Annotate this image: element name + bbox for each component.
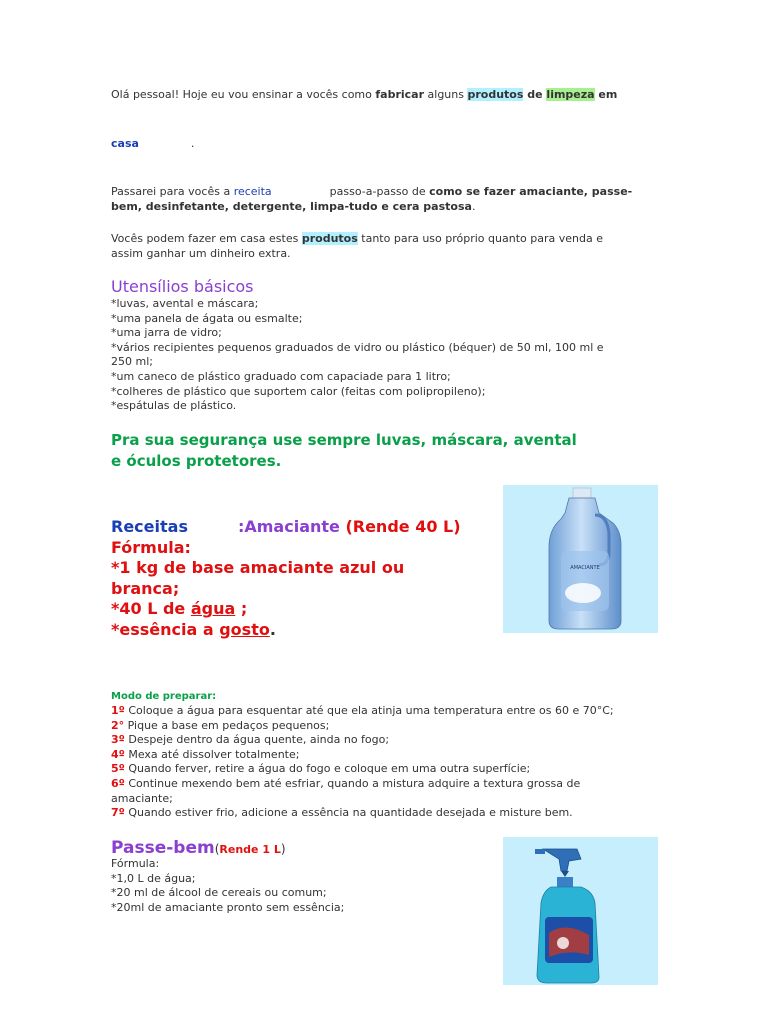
keyword-fabricar: fabricar (375, 88, 425, 101)
keyword-limpeza-link[interactable]: limpeza (546, 88, 595, 101)
step-text: amaciante; (111, 791, 173, 805)
formula-text: *essência a (111, 619, 220, 639)
list-item: *1,0 L de água; (111, 871, 196, 885)
list-item: *uma jarra de vidro; (111, 326, 222, 340)
intro-dot: . (190, 137, 195, 150)
formula-line: branca; (111, 578, 180, 598)
section-title-utensilios: Utensílios básicos (111, 277, 254, 296)
p2-end: . (471, 200, 476, 213)
amaciante-bottle-image (503, 485, 658, 633)
step-number: 7º (111, 806, 125, 820)
utensilios-list (111, 297, 604, 414)
list-item: 250 ml; (111, 355, 153, 369)
list-item: *20ml de amaciante pronto sem essência; (111, 900, 345, 914)
p2-bold: bem, desinfetante, detergente, limpa-tudo e cera pastosa (111, 200, 472, 213)
recipe-yield: Rende 1 L (219, 843, 281, 856)
modo-preparar-title: Modo de preparar: (111, 691, 217, 702)
formula-label: Fórmula: (111, 537, 191, 557)
intro-text: em (594, 88, 618, 101)
list-item: *um caneco de plástico graduado com capaciade para 1 litro; (111, 369, 451, 383)
step-text: Continue mexendo bem até esfriar, quando a mistura adquire a textura grossa de (124, 776, 581, 790)
safety-warning (111, 430, 577, 472)
bottle-label: AMACIANTE (570, 565, 600, 571)
link-receitas[interactable]: Receitas (111, 517, 188, 536)
paren: ) (280, 842, 286, 856)
intro-line-2 (111, 136, 194, 151)
bottle-icon (503, 485, 658, 633)
list-item: *luvas, avental e máscara; (111, 297, 259, 310)
paren: ( (214, 842, 220, 856)
list-item: *colheres de plástico que suportem calor (feitas com polipropileno); (111, 384, 486, 398)
formula-label: Fórmula: (111, 857, 160, 870)
p2-bold: como se fazer amaciante, passe- (429, 185, 633, 198)
intro-line (111, 87, 617, 102)
paragraph-receita (111, 184, 671, 214)
intro-text: alguns (424, 88, 468, 101)
intro-text: Olá pessoal! Hoje eu vou ensinar a vocês como (111, 88, 376, 101)
safety-line: e óculos protetores. (111, 452, 282, 470)
step-text: Quando estiver frio, adicione a essência na quantidade desejada e misture bem. (124, 806, 573, 820)
p3-text: assim ganhar um dinheiro extra. (111, 247, 291, 260)
keyword-produtos-link[interactable]: produtos (467, 88, 524, 101)
recipe-amaciante (111, 517, 461, 640)
recipe-yield: (Rende 40 L) (339, 517, 461, 536)
step-number: 1º (111, 704, 125, 717)
paragraph-vocês (111, 231, 671, 261)
p2-text: Passarei para vocês a (111, 185, 234, 198)
formula-line: *1 kg de base amaciante azul ou (111, 558, 405, 577)
step-text: Pique a base em pedaços pequenos; (124, 718, 330, 732)
step-number: 6º (111, 776, 125, 790)
p3-text: tanto para uso próprio quanto para venda e (357, 232, 603, 245)
formula-text: . (269, 619, 276, 639)
modo-preparar-steps (111, 704, 614, 821)
intro-text: de (523, 88, 547, 101)
step-number: 3º (111, 733, 125, 747)
formula-text: ; (235, 599, 248, 618)
formula-text: *40 L de (111, 599, 191, 618)
step-number: 2° (111, 718, 125, 732)
recipe-title: Passe-bem (111, 838, 215, 858)
recipe-title: :Amaciante (237, 517, 340, 536)
list-item: *20 ml de álcool de cereais ou comum; (111, 886, 327, 900)
safety-line: Pra sua segurança use sempre luvas, máscara, avental (111, 431, 577, 449)
p2-text: passo-a-passo de (329, 185, 430, 198)
recipe-passe-bem (111, 838, 286, 858)
spray-bottle-icon (503, 837, 658, 985)
link-casa[interactable]: casa (111, 137, 139, 150)
step-text: Mexa até dissolver totalmente; (124, 747, 300, 761)
keyword-produtos-link[interactable]: produtos (301, 232, 358, 245)
passe-bem-formula (111, 857, 344, 915)
list-item: *espátulas de plástico. (111, 399, 237, 413)
link-receita[interactable]: receita (233, 185, 272, 198)
list-item: *uma panela de ágata ou esmalte; (111, 311, 303, 325)
step-text: Coloque a água para esquentar até que ela atinja uma temperatura entre os 60 e 70°C; (124, 704, 614, 717)
step-number: 5º (111, 762, 125, 776)
step-text: Despeje dentro da água quente, ainda no fogo; (124, 733, 390, 747)
link-agua[interactable]: água (190, 599, 236, 618)
spray-bottle-image (503, 837, 658, 985)
step-number: 4º (111, 747, 125, 761)
list-item: *vários recipientes pequenos graduados de vidro ou plástico (béquer) de 50 ml, 100 ml e (111, 340, 604, 354)
link-gosto[interactable]: gosto (219, 619, 270, 639)
step-text: Quando ferver, retire a água do fogo e coloque em uma outra superfície; (124, 762, 531, 776)
p3-text: Vocês podem fazer em casa estes (111, 232, 302, 245)
